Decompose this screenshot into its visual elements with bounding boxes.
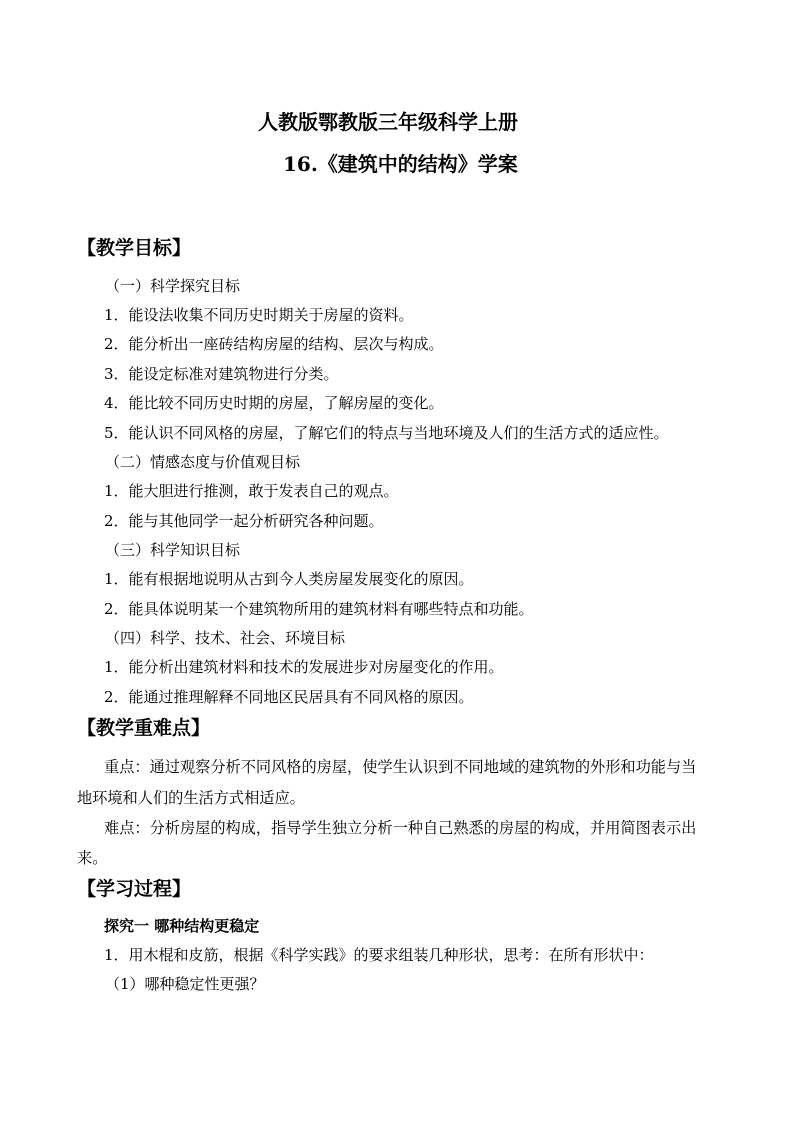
inquiry-title: 探究一 哪种结构更稳定 xyxy=(104,917,260,935)
process-step: 1．用木棍和皮筋，根据《科学实践》的要求组装几种形状，思考：在所有形状中： xyxy=(104,946,654,964)
objective-item: 2．能与其他同学一起分析研究各种问题。 xyxy=(104,512,384,530)
objective-item: 2．能分析出一座砖结构房屋的结构、层次与构成。 xyxy=(104,335,444,353)
objective-group-label: （三）科学知识目标 xyxy=(105,541,241,559)
objective-item: 2．能具体说明某一个建筑物所用的建筑材料有哪些特点和功能。 xyxy=(104,600,534,618)
difficulty-paragraph: 难点：分析房屋的构成，指导学生独立分析一种自己熟悉的房屋的构成，并用简图表示出 xyxy=(104,819,697,837)
document-title: 人教版鄂教版三年级科学上册 xyxy=(258,110,518,134)
objectives-heading: 【教学目标】 xyxy=(77,237,192,259)
process-heading: 【学习过程】 xyxy=(77,878,192,900)
difficulty-paragraph-continued: 来。 xyxy=(77,849,108,867)
objective-item: 1．能设法收集不同历史时期关于房屋的资料。 xyxy=(104,306,414,324)
objective-item: 4．能比较不同历史时期的房屋，了解房屋的变化。 xyxy=(104,394,444,412)
focus-paragraph-continued: 地环境和人们的生活方式相适应。 xyxy=(77,789,305,807)
objective-item: 1．能分析出建筑材料和技术的发展进步对房屋变化的作用。 xyxy=(104,658,504,676)
focus-paragraph: 重点：通过观察分析不同风格的房屋，使学生认识到不同地域的建筑物的外形和功能与当 xyxy=(104,758,697,776)
objective-group-label: （二）情感态度与价值观目标 xyxy=(105,453,301,471)
objective-item: 1．能有根据地说明从古到今人类房屋发展变化的原因。 xyxy=(104,570,474,588)
objective-item: 1．能大胆进行推测，敢于发表自己的观点。 xyxy=(104,482,399,500)
objective-group-label: （一）科学探究目标 xyxy=(105,277,241,295)
objective-item: 2．能通过推理解释不同地区民居具有不同风格的原因。 xyxy=(104,688,474,706)
objective-item: 5．能认识不同风格的房屋，了解它们的特点与当地环境及人们的生活方式的适应性。 xyxy=(104,424,669,442)
process-question: （1）哪种稳定性更强？ xyxy=(105,975,265,993)
objective-item: 3．能设定标准对建筑物进行分类。 xyxy=(104,365,339,383)
document-subtitle: 16.《建筑中的结构》学案 xyxy=(283,152,518,176)
objective-group-label: （四）科学、技术、社会、环境目标 xyxy=(105,629,346,647)
key-points-heading: 【教学重难点】 xyxy=(77,717,211,739)
